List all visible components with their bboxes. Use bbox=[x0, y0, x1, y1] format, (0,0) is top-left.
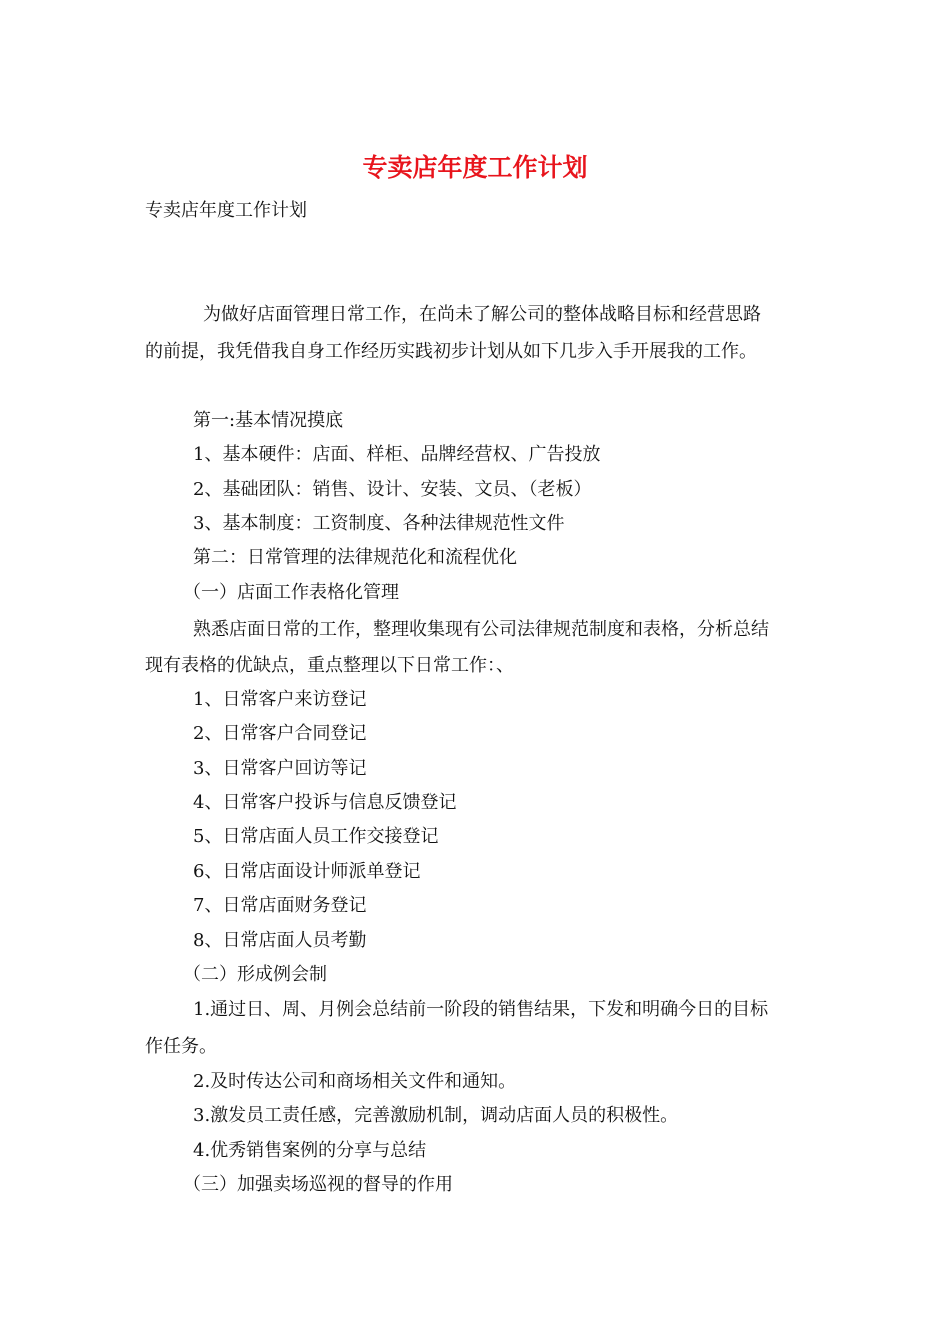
list-item: 2、基础团队：销售、设计、安装、文员、（老板） bbox=[193, 479, 592, 500]
subsection-heading-3: （三）加强卖场巡视的督导的作用 bbox=[183, 1174, 453, 1195]
document-subtitle: 专卖店年度工作计划 bbox=[145, 200, 307, 221]
subsection-heading-2: （二）形成例会制 bbox=[183, 964, 327, 985]
document-title: 专卖店年度工作计划 bbox=[362, 153, 588, 182]
list-item: 3.激发员工责任感，完善激励机制，调动店面人员的积极性。 bbox=[193, 1105, 679, 1126]
intro-line-2: 的前提，我凭借我自身工作经历实践初步计划从如下几步入手开展我的工作。 bbox=[145, 341, 757, 362]
list-item: 1、日常客户来访登记 bbox=[193, 689, 367, 710]
list-item: 4、日常客户投诉与信息反馈登记 bbox=[193, 792, 457, 813]
list-item: 7、日常店面财务登记 bbox=[193, 895, 367, 916]
list-item: 6、日常店面设计师派单登记 bbox=[193, 861, 421, 882]
list-item: 1.通过日、周、月例会总结前一阶段的销售结果，下发和明确今日的目标 bbox=[193, 999, 769, 1020]
list-item-continuation: 作任务。 bbox=[145, 1036, 217, 1057]
list-item: 8、日常店面人员考勤 bbox=[193, 930, 367, 951]
list-item: 5、日常店面人员工作交接登记 bbox=[193, 826, 439, 847]
paragraph-line: 熟悉店面日常的工作，整理收集现有公司法律规范制度和表格，分析总结 bbox=[193, 619, 769, 640]
section-heading-1: 第一:基本情况摸底 bbox=[193, 410, 344, 431]
subsection-heading-1: （一）店面工作表格化管理 bbox=[183, 582, 399, 603]
list-item: 4.优秀销售案例的分享与总结 bbox=[193, 1140, 427, 1161]
section-heading-2: 第二：日常管理的法律规范化和流程优化 bbox=[193, 547, 517, 568]
list-item: 3、日常客户回访等记 bbox=[193, 758, 367, 779]
intro-line-1: 为做好店面管理日常工作，在尚未了解公司的整体战略目标和经营思路 bbox=[203, 304, 761, 325]
list-item: 2.及时传达公司和商场相关文件和通知。 bbox=[193, 1071, 517, 1092]
paragraph-line: 现有表格的优缺点，重点整理以下日常工作：、 bbox=[145, 655, 514, 676]
list-item: 3、基本制度：工资制度、各种法律规范性文件 bbox=[193, 513, 565, 534]
list-item: 2、日常客户合同登记 bbox=[193, 723, 367, 744]
list-item: 1、基本硬件：店面、样柜、品牌经营权、广告投放 bbox=[193, 444, 601, 465]
